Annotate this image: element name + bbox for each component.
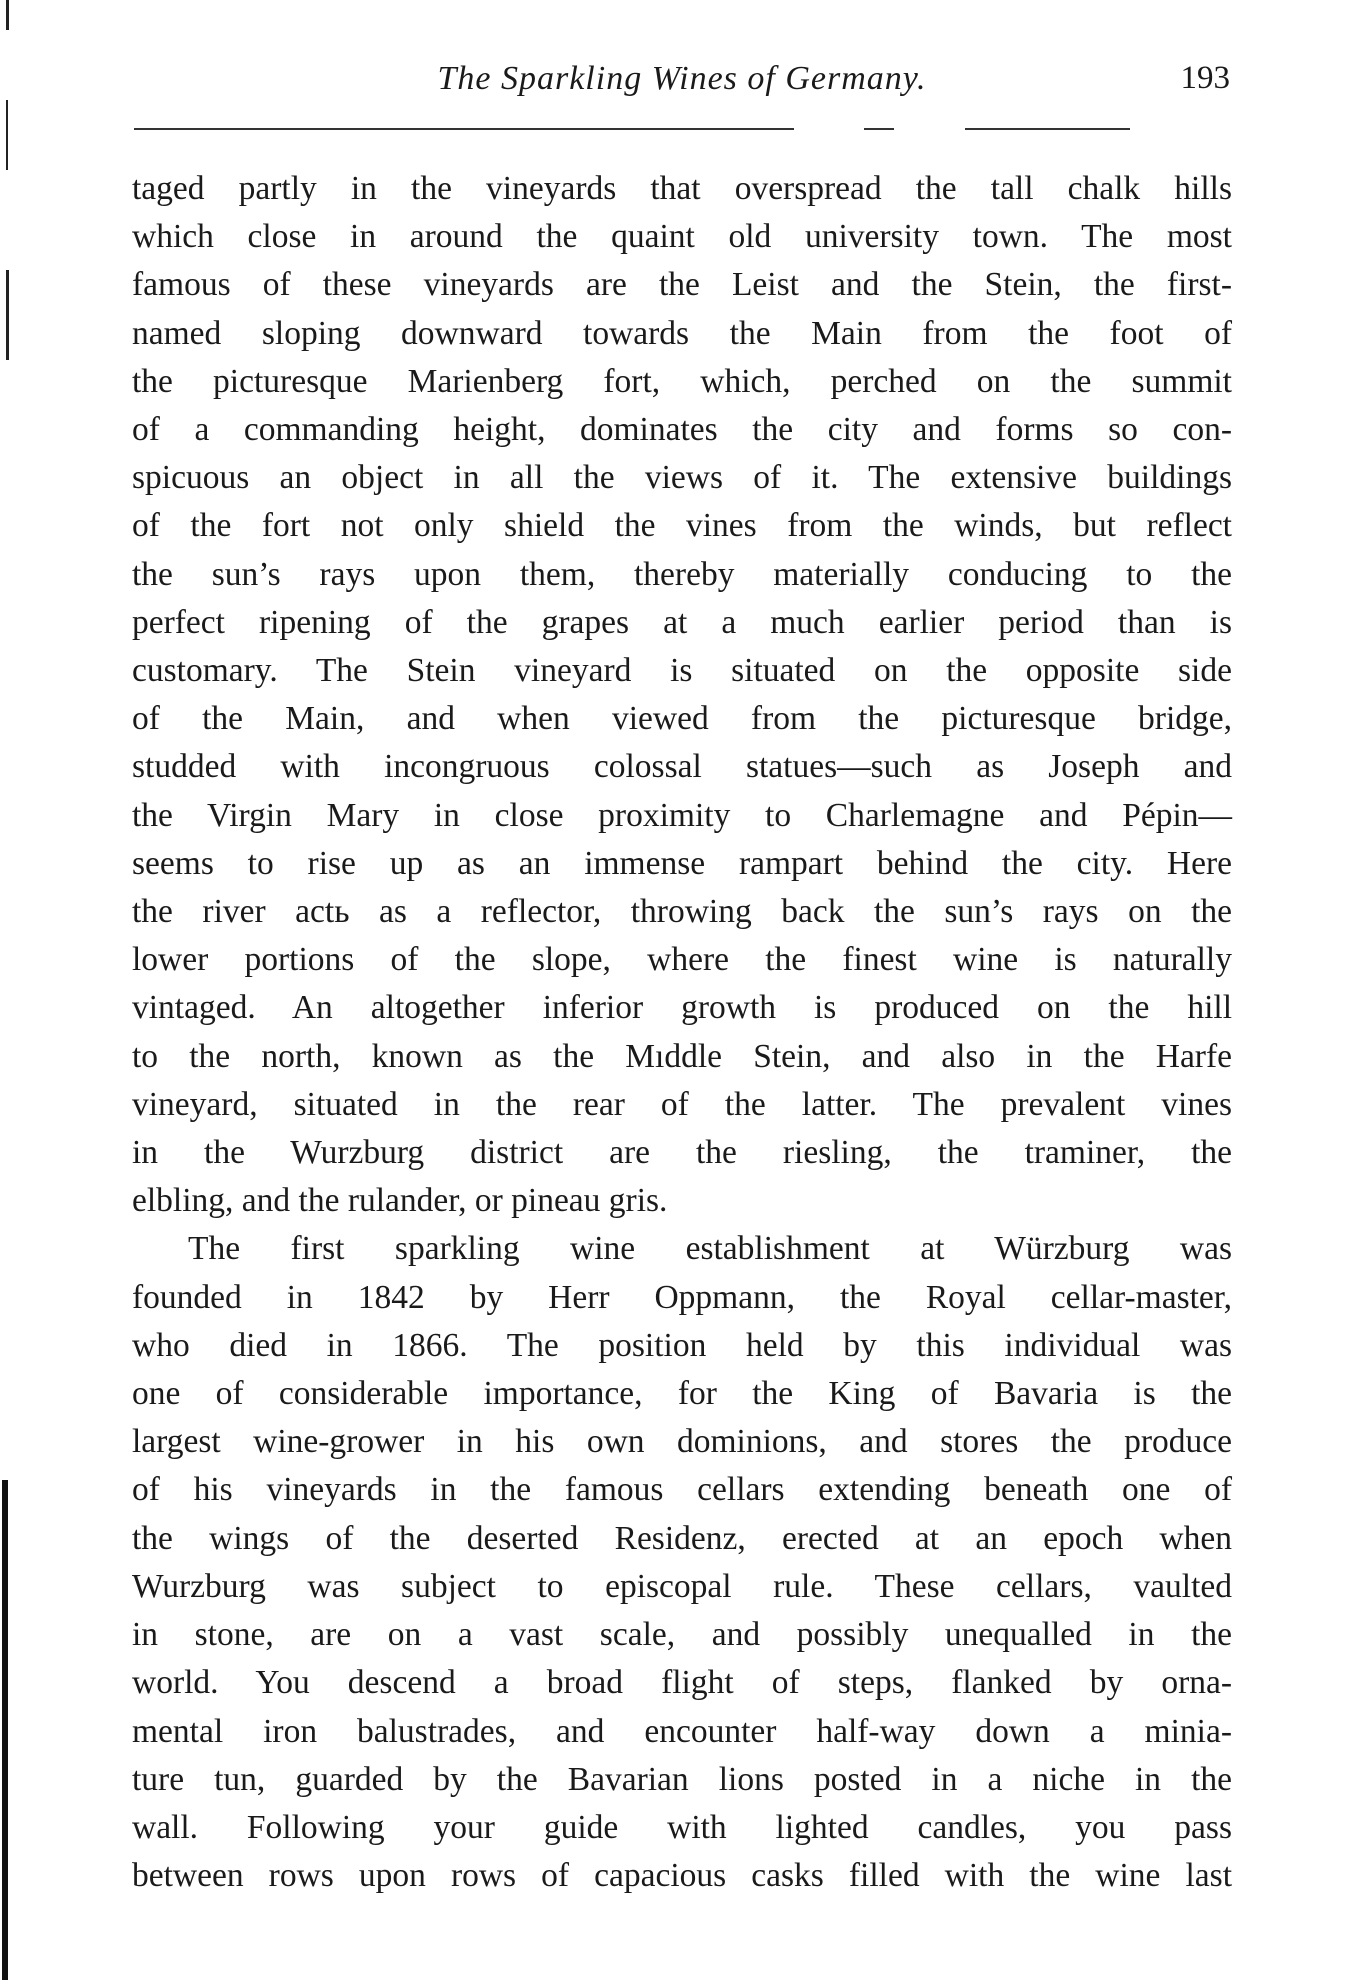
- scan-edge-mark: [6, 100, 8, 170]
- text-line: vintaged. An altogether inferior growth is produced on the hill: [132, 989, 1232, 1027]
- text-line: studded with incongruous colossal statues—such as Joseph and: [132, 748, 1232, 786]
- text-line: famous of these vineyards are the Leist and the Stein, the first-: [132, 266, 1232, 304]
- text-line: named sloping downward towards the Main from the foot of: [132, 314, 1232, 352]
- text-line: perfect ripening of the grapes at a much earlier period than is: [132, 603, 1232, 641]
- header-rule: [134, 128, 794, 130]
- text-line: customary. The Stein vineyard is situated on the opposite side: [132, 652, 1232, 690]
- scan-edge-mark: [6, 270, 9, 360]
- text-line: the picturesque Marienberg fort, which, perched on the summit: [132, 362, 1232, 400]
- page-header: [134, 60, 1230, 110]
- text-line: one of considerable importance, for the King of Bavaria is the: [132, 1375, 1232, 1413]
- text-line: who died in 1866. The position held by this individual was: [132, 1326, 1232, 1364]
- text-line: in stone, are on a vast scale, and possibly unequalled in the: [132, 1616, 1232, 1654]
- text-line: seems to rise up as an immense rampart behind the city. Here: [132, 844, 1232, 882]
- paragraph-2: [132, 1225, 1232, 1900]
- text-line: of his vineyards in the famous cellars extending beneath one of: [132, 1471, 1232, 1509]
- text-line: world. You descend a broad flight of steps, flanked by orna-: [132, 1664, 1232, 1702]
- text-line: the Virgin Mary in close proximity to Charlemagne and Pépin—: [132, 796, 1232, 834]
- text-line: of the Main, and when viewed from the picturesque bridge,: [132, 700, 1232, 738]
- page-number: 193: [1180, 60, 1230, 96]
- body-text: [132, 165, 1232, 1900]
- text-line: Wurzburg was subject to episcopal rule. These cellars, vaulted: [132, 1567, 1232, 1605]
- text-line: elbling, and the rulander, or pineau gris.: [132, 1182, 668, 1220]
- header-rule: [965, 128, 1130, 130]
- running-title: The Sparkling Wines of Germany.: [437, 60, 927, 97]
- scan-edge-mark: [6, 0, 9, 30]
- text-line: the wings of the deserted Residenz, erected at an epoch when: [132, 1519, 1232, 1557]
- text-line: lower portions of the slope, where the finest wine is naturally: [132, 941, 1232, 979]
- text-line: vineyard, situated in the rear of the latter. The prevalent vines: [132, 1085, 1232, 1123]
- text-line: wall. Following your guide with lighted candles, you pass: [132, 1808, 1232, 1846]
- text-line: the sun’s rays upon them, thereby materially conducing to the: [132, 555, 1232, 593]
- text-line: in the Wurzburg district are the riesling, the traminer, the: [132, 1134, 1232, 1172]
- text-line: founded in 1842 by Herr Oppmann, the Royal cellar-master,: [132, 1278, 1232, 1316]
- text-line: mental iron balustrades, and encounter half-way down a minia-: [132, 1712, 1232, 1750]
- paragraph-1: [132, 165, 1232, 1225]
- header-rule: [864, 128, 894, 130]
- text-line: between rows upon rows of capacious casks filled with the wine last: [132, 1857, 1232, 1895]
- text-line: The first sparkling wine establishment at Würzburg was: [188, 1230, 1232, 1268]
- text-line: to the north, known as the Mıddle Stein, and also in the Harfe: [132, 1037, 1232, 1075]
- scan-edge-mark: [2, 1480, 8, 1980]
- text-line: spicuous an object in all the views of it. The extensive buildings: [132, 459, 1232, 497]
- text-line: the river actь as a reflector, throwing back the sun’s rays on the: [132, 893, 1232, 931]
- text-line: of a commanding height, dominates the city and forms so con-: [132, 411, 1232, 449]
- text-line: of the fort not only shield the vines from the winds, but reflect: [132, 507, 1232, 545]
- text-line: taged partly in the vineyards that overspread the tall chalk hills: [132, 170, 1232, 207]
- text-line: largest wine-grower in his own dominions, and stores the produce: [132, 1423, 1232, 1461]
- text-line: which close in around the quaint old university town. The most: [132, 218, 1232, 256]
- text-line: ture tun, guarded by the Bavarian lions posted in a niche in the: [132, 1760, 1232, 1798]
